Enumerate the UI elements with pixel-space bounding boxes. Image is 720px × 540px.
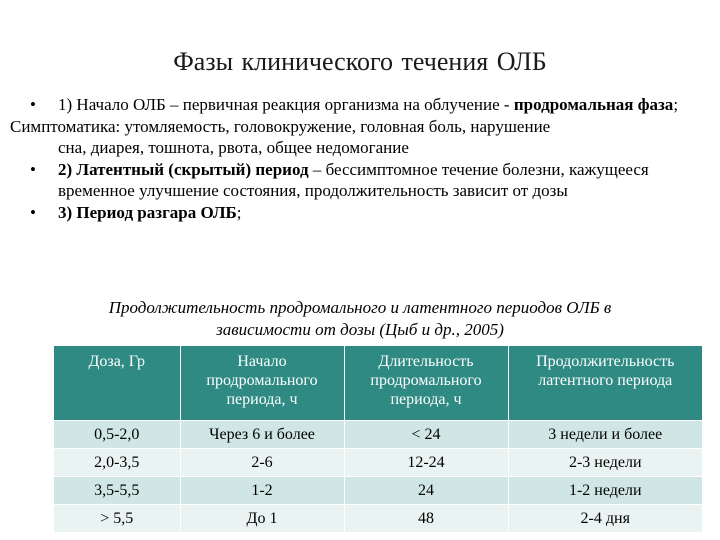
item-bold: продромальная фаза — [513, 95, 674, 114]
list-item-prodromal — [0, 94, 720, 116]
table-cell: Через 6 и более — [180, 421, 344, 449]
table-cell: 3 недели и более — [508, 421, 702, 449]
item-bold: 3) Период разгара ОЛБ — [58, 202, 237, 222]
item-text: – бессимптомное течение болезни, кажущееся временное улучшение состояния, продолжительность зависит от дозы — [58, 159, 649, 200]
column-header: Длительность продромального периода, ч — [344, 346, 508, 421]
slide-title: Фазы клинического течения ОЛБ — [173, 47, 547, 76]
table-cell: 1-2 — [180, 477, 344, 505]
item-bold: 2) Латентный (скрытый) период — [58, 159, 309, 179]
table-cell: 3,5-5,5 — [54, 477, 180, 505]
bullet-icon: • — [30, 95, 36, 114]
caption-line-1: Продолжительность продромального и латентного периодов ОЛБ в — [108, 298, 612, 317]
table-cell: 2,0-3,5 — [54, 449, 180, 477]
table-row — [54, 477, 702, 505]
caption-line-2: зависимости от дозы (Цыб и др., 2005) — [216, 320, 504, 339]
table-row — [54, 505, 702, 533]
table-cell: < 24 — [344, 421, 508, 449]
list-item-latent — [0, 159, 720, 202]
table-cell: 1-2 недели — [508, 477, 702, 505]
column-header: Начало продромального периода, ч — [180, 346, 344, 421]
table-header-row — [54, 346, 702, 421]
bullet-icon: • — [30, 159, 36, 179]
table-cell: > 5,5 — [54, 505, 180, 533]
column-header: Доза, Гр — [54, 346, 180, 421]
table-cell: 24 — [344, 477, 508, 505]
symptoms-line-1: Симптоматика: утомляемость, головокружение, головная боль, нарушение — [10, 116, 551, 136]
table-caption — [40, 297, 680, 341]
item-tail: ; — [236, 202, 242, 222]
table-cell: До 1 — [180, 505, 344, 533]
table-cell: 2-4 дня — [508, 505, 702, 533]
list-item-peak — [0, 202, 720, 224]
column-header: Продолжительность латентного периода — [508, 346, 702, 421]
symptoms-line-2: сна, диарея, тошнота, рвота, общее недомогание — [58, 138, 409, 157]
table-row — [54, 421, 702, 449]
table-row — [54, 449, 702, 477]
symptoms-text — [0, 116, 720, 159]
table-cell: 12-24 — [344, 449, 508, 477]
bullet-icon: • — [30, 202, 36, 222]
table-cell: 2-6 — [180, 449, 344, 477]
item-tail: ; — [673, 95, 679, 114]
dose-table — [54, 346, 702, 532]
table-cell: 0,5-2,0 — [54, 421, 180, 449]
item-text: 1) Начало ОЛБ – первичная реакция организма на облучение - — [58, 95, 514, 114]
slide-body — [0, 94, 720, 223]
table-cell: 2-3 недели — [508, 449, 702, 477]
table-cell: 48 — [344, 505, 508, 533]
